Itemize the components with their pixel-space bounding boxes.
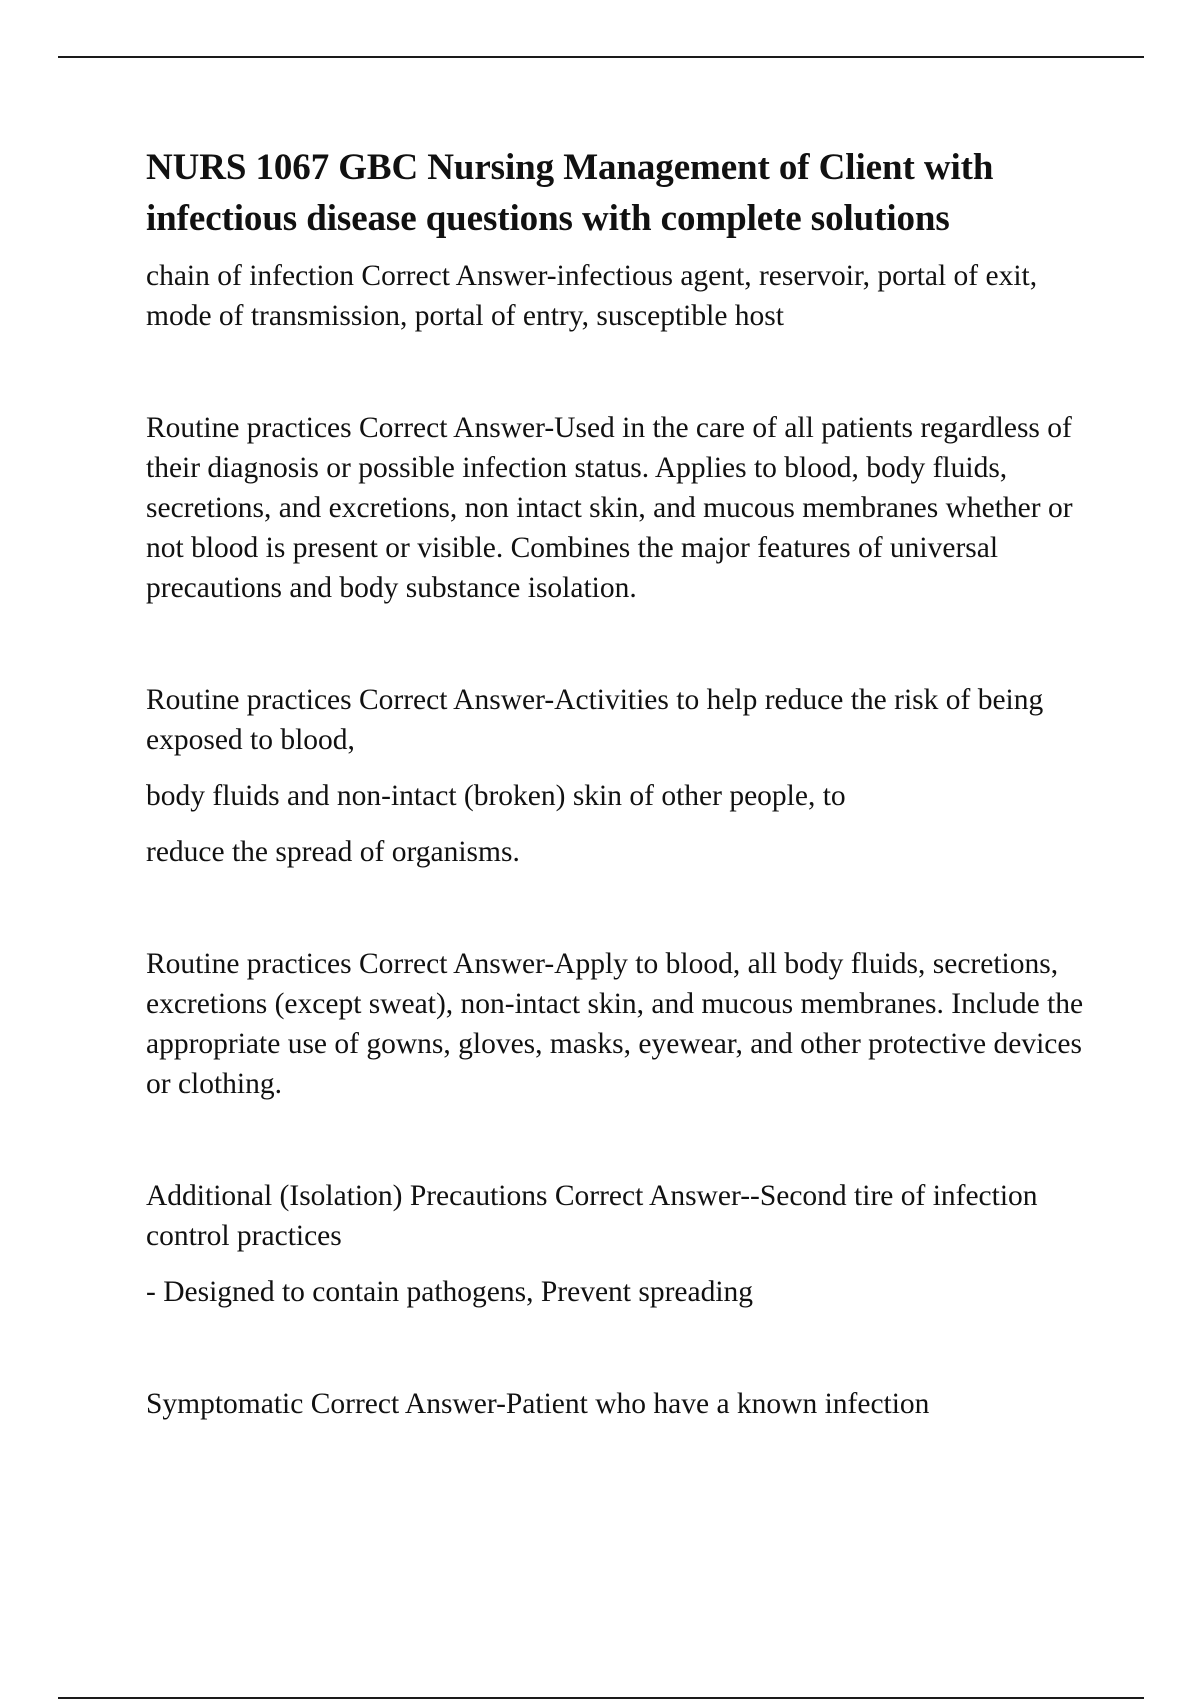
qa-entry [146, 408, 1106, 608]
entry-text: Symptomatic Correct Answer-Patient who have a known infection [146, 1388, 930, 1420]
entry-text: Routine practices Correct Answer-Used in the care of all patients regardless of their diagnosis or possible infection status. Applies to blood, body fluids, secretions, and excretions, non intact skin, and mucous membranes whether or not blood is present or visible. Combines the major features of universal precautions and body substance isolation. [146, 412, 1073, 604]
entry-text: Routine practices Correct Answer-Apply to blood, all body fluids, secretions, excretions (except sweat), non-intact skin, and mucous membranes. Include the appropriate use of gowns, gloves, masks, eyewear, and other protective devices or clothing. [146, 948, 1084, 1100]
qa-entry [146, 1384, 1106, 1424]
document-body [146, 142, 1106, 1424]
bottom-rule [58, 1697, 1144, 1699]
qa-entry [146, 1176, 1106, 1312]
entry-text: chain of infection Correct Answer-infectious agent, reservoir, portal of exit, mode of transmission, portal of entry, susceptible host [146, 260, 1038, 332]
qa-entry [146, 944, 1106, 1104]
qa-entry [146, 256, 1106, 336]
top-rule [58, 56, 1144, 58]
qa-entry [146, 680, 1106, 872]
document-title: NURS 1067 GBC Nursing Management of Client with infectious disease questions with complete solutions [146, 147, 994, 239]
entry-text: reduce the spread of organisms. [146, 836, 520, 868]
entry-text: body fluids and non-intact (broken) skin of other people, to [146, 780, 846, 812]
entry-text: - Designed to contain pathogens, Prevent spreading [146, 1276, 754, 1308]
entry-text: Additional (Isolation) Precautions Correct Answer--Second tire of infection control practices [146, 1180, 1038, 1252]
entry-text: Routine practices Correct Answer-Activities to help reduce the risk of being exposed to blood, [146, 684, 1044, 756]
